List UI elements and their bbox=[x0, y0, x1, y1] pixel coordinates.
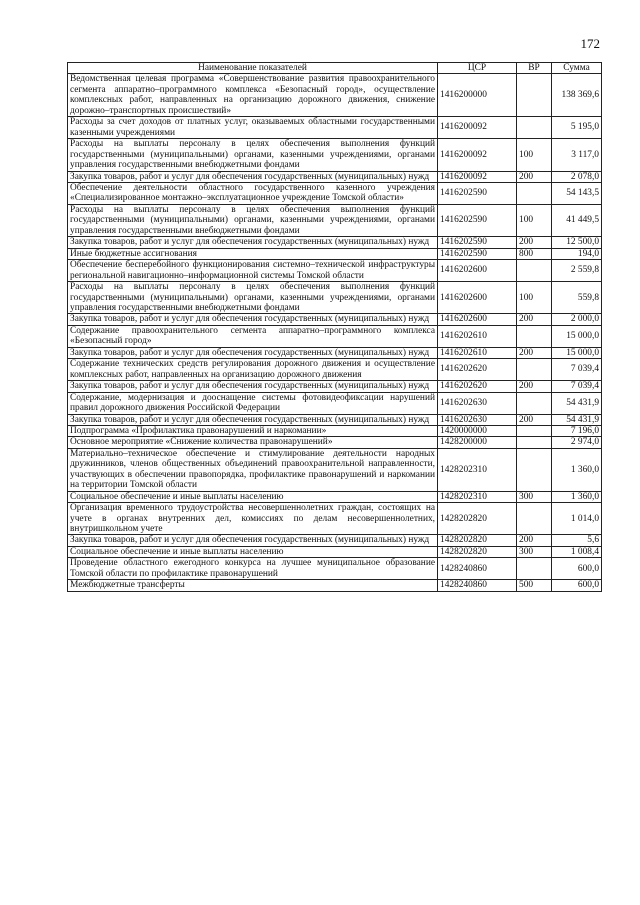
row-name-cell: Расходы на выплаты персоналу в целях обеспечения выполнения функций государственными (муниципальными) органами, казенными учреждениями, органами управления государственными внебюджетными фондами bbox=[68, 282, 438, 314]
row-csr-cell: 1416202590 bbox=[438, 204, 517, 236]
row-vr-cell: 100 bbox=[517, 204, 552, 236]
row-csr-cell: 1416202600 bbox=[438, 260, 517, 282]
table-row bbox=[68, 437, 602, 448]
row-sum-cell: 54 143,5 bbox=[552, 182, 602, 204]
table-row bbox=[68, 546, 602, 557]
row-vr-cell bbox=[517, 503, 552, 535]
header-vr: ВР bbox=[517, 63, 552, 74]
table-row bbox=[68, 182, 602, 204]
row-vr-cell bbox=[517, 182, 552, 204]
table-row bbox=[68, 74, 602, 117]
table-row bbox=[68, 491, 602, 502]
row-csr-cell: 1416202630 bbox=[438, 392, 517, 414]
row-name-cell: Подпрограмма «Профилактика правонарушений и наркомании» bbox=[68, 425, 438, 436]
row-name-cell: Закупка товаров, работ и услуг для обеспечения государственных (муниципальных) нужд bbox=[68, 314, 438, 325]
row-name-cell: Содержание, модернизация и дооснащение системы фотовидеофиксации нарушений правил дорожного движения Российской Федерации bbox=[68, 392, 438, 414]
row-csr-cell: 1428202310 bbox=[438, 491, 517, 502]
row-vr-cell: 200 bbox=[517, 381, 552, 392]
page-number: 172 bbox=[580, 36, 600, 51]
row-name-cell: Ведомственная целевая программа «Совершенствование развития правоохранительного сегмента аппаратно–программного комплекса «Безопасный город», осуществление комплексных работ, направленных на организацию дорожного движения, снижение дорожно–транспортных происшествий» bbox=[68, 74, 438, 117]
row-vr-cell: 100 bbox=[517, 139, 552, 171]
row-sum-cell: 41 449,5 bbox=[552, 204, 602, 236]
table-row bbox=[68, 503, 602, 535]
row-sum-cell: 15 000,0 bbox=[552, 347, 602, 358]
row-csr-cell: 1428240860 bbox=[438, 558, 517, 580]
row-sum-cell: 559,8 bbox=[552, 282, 602, 314]
budget-rows bbox=[68, 74, 602, 591]
row-csr-cell: 1416202610 bbox=[438, 347, 517, 358]
row-csr-cell: 1416200092 bbox=[438, 171, 517, 182]
row-name-cell: Материально–техническое обеспечение и стимулирование деятельности народных дружинников, членов общественных объединений правоохранительной направленности, участвующих в обеспечении правопорядка, профилактике правонарушений и наркомании на территории Томской области bbox=[68, 448, 438, 491]
row-sum-cell: 1 360,0 bbox=[552, 491, 602, 502]
row-sum-cell: 2 078,0 bbox=[552, 171, 602, 182]
row-csr-cell: 1428202820 bbox=[438, 535, 517, 546]
row-sum-cell: 2 974,0 bbox=[552, 437, 602, 448]
row-name-cell: Расходы на выплаты персоналу в целях обеспечения выполнения функций государственными (муниципальными) органами, казенными учреждениями, органами управления государственными внебюджетными фондами bbox=[68, 139, 438, 171]
header-sum: Сумма bbox=[552, 63, 602, 74]
row-sum-cell: 600,0 bbox=[552, 558, 602, 580]
row-name-cell: Обеспечение деятельности областного государственного казенного учреждения «Специализированное монтажно–эксплуатационное учреждение Томской области» bbox=[68, 182, 438, 204]
row-sum-cell: 7 039,4 bbox=[552, 381, 602, 392]
row-sum-cell: 138 369,6 bbox=[552, 74, 602, 117]
row-vr-cell: 100 bbox=[517, 282, 552, 314]
row-name-cell: Закупка товаров, работ и услуг для обеспечения государственных (муниципальных) нужд bbox=[68, 535, 438, 546]
row-csr-cell: 1416202600 bbox=[438, 282, 517, 314]
row-name-cell: Межбюджетные трансферты bbox=[68, 580, 438, 591]
row-name-cell: Содержание правоохранительного сегмента аппаратно–программного комплекса «Безопасный город» bbox=[68, 325, 438, 347]
row-sum-cell: 3 117,0 bbox=[552, 139, 602, 171]
row-vr-cell: 200 bbox=[517, 414, 552, 425]
table-row bbox=[68, 248, 602, 259]
table-row bbox=[68, 260, 602, 282]
row-vr-cell bbox=[517, 117, 552, 139]
row-vr-cell bbox=[517, 437, 552, 448]
row-sum-cell: 1 360,0 bbox=[552, 448, 602, 491]
table-row bbox=[68, 448, 602, 491]
table-header-row bbox=[68, 63, 602, 74]
row-vr-cell bbox=[517, 558, 552, 580]
row-csr-cell: 1416202620 bbox=[438, 381, 517, 392]
row-vr-cell bbox=[517, 448, 552, 491]
table-row bbox=[68, 237, 602, 248]
row-vr-cell bbox=[517, 392, 552, 414]
row-name-cell: Основное мероприятие «Снижение количества правонарушений» bbox=[68, 437, 438, 448]
row-sum-cell: 1 008,4 bbox=[552, 546, 602, 557]
row-vr-cell bbox=[517, 74, 552, 117]
row-sum-cell: 194,0 bbox=[552, 248, 602, 259]
header-name: Наименование показателей bbox=[68, 63, 438, 74]
row-name-cell: Расходы за счет доходов от платных услуг, оказываемых областными государственными казенными учреждениями bbox=[68, 117, 438, 139]
row-sum-cell: 1 014,0 bbox=[552, 503, 602, 535]
table-row bbox=[68, 117, 602, 139]
row-csr-cell: 1428202820 bbox=[438, 546, 517, 557]
row-name-cell: Социальное обеспечение и иные выплаты населению bbox=[68, 546, 438, 557]
table-row bbox=[68, 204, 602, 236]
row-name-cell: Обеспечение бесперебойного функционирования системно–технической инфраструктуры региональной навигационно–информационной системы Томской области bbox=[68, 260, 438, 282]
table-row bbox=[68, 425, 602, 436]
row-csr-cell: 1416202590 bbox=[438, 182, 517, 204]
row-vr-cell bbox=[517, 359, 552, 381]
row-sum-cell: 2 559,8 bbox=[552, 260, 602, 282]
row-name-cell: Проведение областного ежегодного конкурса на лучшее муниципальное образование Томской области по профилактике правонарушений bbox=[68, 558, 438, 580]
row-csr-cell: 1416202590 bbox=[438, 237, 517, 248]
row-csr-cell: 1416202610 bbox=[438, 325, 517, 347]
header-csr: ЦСР bbox=[438, 63, 517, 74]
row-sum-cell: 15 000,0 bbox=[552, 325, 602, 347]
table-row bbox=[68, 314, 602, 325]
row-csr-cell: 1416202600 bbox=[438, 314, 517, 325]
row-name-cell: Расходы на выплаты персоналу в целях обеспечения выполнения функций государственными (муниципальными) органами, казенными учреждениями, органами управления государственными внебюджетными фондами bbox=[68, 204, 438, 236]
row-vr-cell: 200 bbox=[517, 347, 552, 358]
row-vr-cell: 200 bbox=[517, 535, 552, 546]
table-row bbox=[68, 580, 602, 591]
row-name-cell: Закупка товаров, работ и услуг для обеспечения государственных (муниципальных) нужд bbox=[68, 171, 438, 182]
table-row bbox=[68, 558, 602, 580]
table-row bbox=[68, 381, 602, 392]
table-row bbox=[68, 139, 602, 171]
row-name-cell: Организация временного трудоустройства несовершеннолетних граждан, состоящих на учете в органах внутренних дел, комиссиях по делам несовершеннолетних, внутришкольном учете bbox=[68, 503, 438, 535]
row-sum-cell: 54 431,9 bbox=[552, 392, 602, 414]
row-name-cell: Закупка товаров, работ и услуг для обеспечения государственных (муниципальных) нужд bbox=[68, 347, 438, 358]
row-sum-cell: 7 196,0 bbox=[552, 425, 602, 436]
row-sum-cell: 5,6 bbox=[552, 535, 602, 546]
row-csr-cell: 1416202590 bbox=[438, 248, 517, 259]
row-name-cell: Закупка товаров, работ и услуг для обеспечения государственных (муниципальных) нужд bbox=[68, 237, 438, 248]
row-sum-cell: 5 195,0 bbox=[552, 117, 602, 139]
table-row bbox=[68, 359, 602, 381]
row-sum-cell: 7 039,4 bbox=[552, 359, 602, 381]
row-vr-cell: 200 bbox=[517, 237, 552, 248]
row-vr-cell: 500 bbox=[517, 580, 552, 591]
row-csr-cell: 1428200000 bbox=[438, 437, 517, 448]
row-name-cell: Закупка товаров, работ и услуг для обеспечения государственных (муниципальных) нужд bbox=[68, 414, 438, 425]
table-row bbox=[68, 347, 602, 358]
table-row bbox=[68, 414, 602, 425]
row-name-cell: Социальное обеспечение и иные выплаты населению bbox=[68, 491, 438, 502]
row-sum-cell: 600,0 bbox=[552, 580, 602, 591]
table-row bbox=[68, 171, 602, 182]
row-name-cell: Закупка товаров, работ и услуг для обеспечения государственных (муниципальных) нужд bbox=[68, 381, 438, 392]
row-csr-cell: 1428202820 bbox=[438, 503, 517, 535]
table-row bbox=[68, 325, 602, 347]
row-sum-cell: 12 500,0 bbox=[552, 237, 602, 248]
row-sum-cell: 2 000,0 bbox=[552, 314, 602, 325]
row-csr-cell: 1416200000 bbox=[438, 74, 517, 117]
table-row bbox=[68, 392, 602, 414]
row-name-cell: Содержание технических средств регулирования дорожного движения и осуществление комплексных работ, направленных на организацию дорожного движения bbox=[68, 359, 438, 381]
row-vr-cell: 200 bbox=[517, 314, 552, 325]
row-csr-cell: 1416202620 bbox=[438, 359, 517, 381]
row-csr-cell: 1416202630 bbox=[438, 414, 517, 425]
row-vr-cell: 300 bbox=[517, 491, 552, 502]
row-csr-cell: 1420000000 bbox=[438, 425, 517, 436]
row-csr-cell: 1416200092 bbox=[438, 117, 517, 139]
row-vr-cell bbox=[517, 260, 552, 282]
row-csr-cell: 1428240860 bbox=[438, 580, 517, 591]
row-vr-cell bbox=[517, 425, 552, 436]
table-row bbox=[68, 535, 602, 546]
row-csr-cell: 1416200092 bbox=[438, 139, 517, 171]
table-row bbox=[68, 282, 602, 314]
row-vr-cell bbox=[517, 325, 552, 347]
row-csr-cell: 1428202310 bbox=[438, 448, 517, 491]
row-vr-cell: 800 bbox=[517, 248, 552, 259]
row-name-cell: Иные бюджетные ассигнования bbox=[68, 248, 438, 259]
row-vr-cell: 300 bbox=[517, 546, 552, 557]
row-sum-cell: 54 431,9 bbox=[552, 414, 602, 425]
budget-table bbox=[67, 62, 602, 592]
row-vr-cell: 200 bbox=[517, 171, 552, 182]
